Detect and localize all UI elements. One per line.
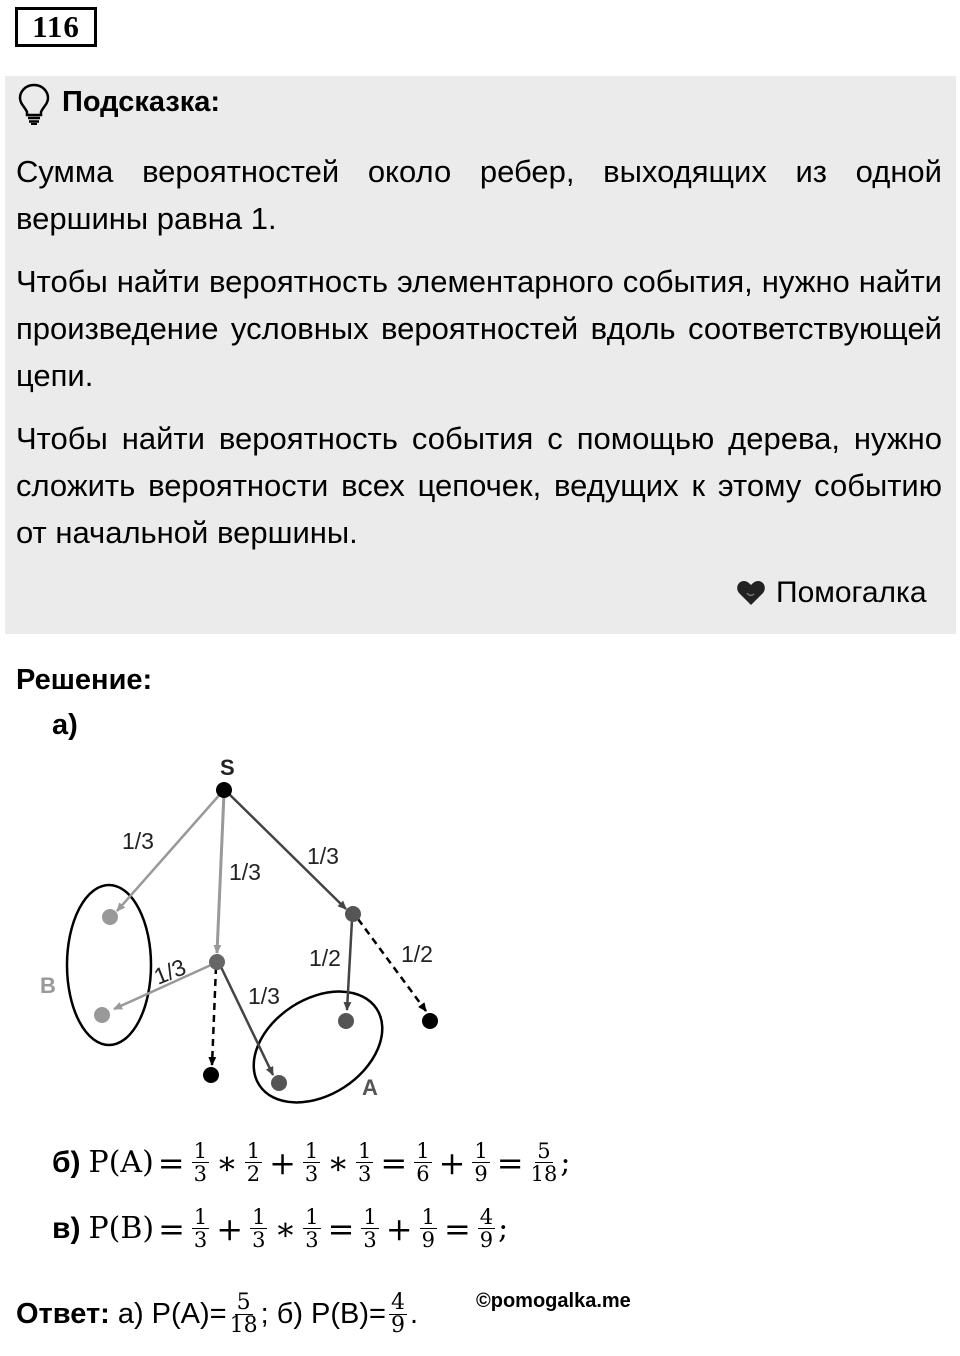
node-s xyxy=(216,782,232,798)
edge-label-mid-right: 1/3 xyxy=(248,983,280,1009)
formula-b-lhs: P(A) xyxy=(88,1145,154,1180)
set-a-label: A xyxy=(362,1075,378,1100)
answer-end: . xyxy=(409,1298,419,1330)
heart-icon xyxy=(736,580,766,606)
edge-label-s-right: 1/3 xyxy=(307,843,339,869)
part-v-label: в) xyxy=(52,1211,81,1245)
solution-title: Решение: xyxy=(16,664,153,696)
hint-paragraph-2: Чтобы найти вероятность элементарного события, нужно найти произведение условных вероятностей вдоль соответствующей цепи. xyxy=(16,264,942,393)
task-number: 116 xyxy=(15,7,97,47)
hint-paragraph-1: Сумма вероятностей около ребер, выходящих из одной вершины равна 1. xyxy=(16,154,942,236)
edge-label-s-left: 1/3 xyxy=(122,828,154,854)
edge-label-right-left: 1/2 xyxy=(309,945,341,971)
brand-name: Помогалка xyxy=(776,576,927,609)
answer-a-text: а) P(A)= xyxy=(117,1298,227,1330)
formula-v: в) P(B) = $\frac{1}{3}$ + $\frac{1}{3}$ ∗ $\frac{1}{3}$ = $\frac{1}{3}$ + $\frac{1}{9}$ = $\frac{4}{9}$ ; xyxy=(52,1205,509,1252)
answer-a-fraction: $\frac{5}{18}$ xyxy=(229,1290,258,1338)
part-b-label: б) xyxy=(52,1145,81,1179)
node-b1 xyxy=(102,909,118,925)
node-b2 xyxy=(94,1007,110,1023)
root-label: S xyxy=(220,755,235,780)
formula-v-lhs: P(B) xyxy=(88,1211,155,1246)
node-mid xyxy=(209,954,225,970)
edge-right-left xyxy=(347,920,352,1010)
lightbulb-icon xyxy=(17,83,51,125)
answer-sep: ; б) P(B)= xyxy=(260,1298,386,1330)
edge-label-mid-left: 1/3 xyxy=(150,953,190,990)
edge-label-s-mid: 1/3 xyxy=(229,859,261,885)
brand xyxy=(736,576,927,610)
node-leaf-mid xyxy=(203,1067,219,1083)
answer-label: Ответ: xyxy=(16,1298,110,1330)
node-right xyxy=(345,906,361,922)
node-a2 xyxy=(271,1075,287,1091)
answer-line xyxy=(16,1292,418,1337)
hint-title: Подсказка: xyxy=(62,86,221,118)
edge-s-mid xyxy=(217,793,224,953)
node-leaf-right xyxy=(422,1013,438,1029)
probability-tree xyxy=(30,745,470,1115)
copyright: ©pomogalka.me xyxy=(476,1290,631,1312)
edge-label-right-right: 1/2 xyxy=(401,941,433,967)
node-a1 xyxy=(338,1013,354,1029)
formula-b: б) P(A) = $\frac{1}{3}$ ∗ $\frac{1}{2}$ + $\frac{1}{3}$ ∗ $\frac{1}{3}$ = $\frac{1}{6}$ + $\frac{1}{9}$ = $\frac{5}{18}$ ; xyxy=(52,1139,571,1186)
hint-paragraph-3: Чтобы найти вероятность события с помощью дерева, нужно сложить вероятности всех цепочек, ведущих к этому событию от начальной вершины. xyxy=(16,421,942,550)
set-b-ellipse xyxy=(67,885,151,1045)
edge-mid-down xyxy=(212,967,216,1065)
answer-b-fraction: $\frac{4}{9}$ xyxy=(390,1290,405,1338)
part-a-label: а) xyxy=(52,709,78,741)
set-b-label: B xyxy=(40,973,56,998)
